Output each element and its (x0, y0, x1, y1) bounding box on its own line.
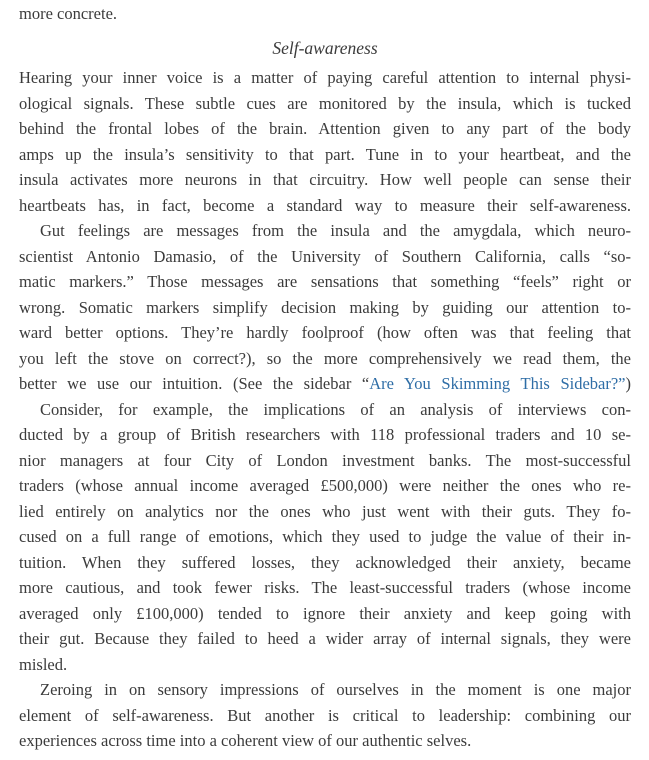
text-segment: element of self-awareness. But another is critical to leadership: combining our (19, 705, 631, 725)
text-segment: Zeroing in on sensory impressions of ourselves in the moment is one major (40, 680, 631, 699)
text-segment: amps up the insula’s sensitivity to that part. Tune in to your heartbeat, and the (19, 144, 631, 164)
text-line (19, 320, 631, 346)
text-segment: Gut feelings are messages from the insula and the amygdala, which neuro- (40, 221, 631, 240)
text-segment: matic markers.” Those messages are sensations that something “feels” right or (19, 272, 631, 291)
text-segment: insula activates more neurons in that circuitry. How well people can sense their (19, 170, 631, 189)
text-segment: ward better options. They’re hardly foolproof (how often was that feeling that (19, 323, 631, 342)
text-segment: nior managers at four City of London investment banks. The most-successful (19, 450, 631, 470)
text-segment: cused on a full range of emotions, which they used to judge the value of their in- (19, 527, 631, 546)
text-line (19, 422, 631, 448)
text-segment: heartbeats has, in fact, become a standard way to measure their self-awareness. (19, 195, 631, 215)
text-line (19, 448, 631, 474)
text-line (19, 677, 631, 703)
text-line (19, 91, 631, 117)
section-heading: Self-awareness (272, 37, 378, 58)
text-segment: misled. (19, 654, 68, 674)
text-line (19, 167, 631, 193)
text-line (19, 193, 631, 219)
text-line (19, 269, 631, 295)
text-line (19, 218, 631, 244)
text-segment: lied entirely on analytics nor the ones who just went with their guts. They fo- (19, 501, 631, 521)
text-segment: ducted by a group of British researchers with 118 professional traders and 10 se- (19, 425, 631, 444)
text-segment: their gut. Because they failed to heed a wider array of internal signals, they were (19, 629, 631, 648)
text-line (19, 244, 631, 270)
text-segment: you left the stove on correct?), so the more comprehensively we read them, the (19, 348, 631, 368)
text-line (19, 295, 631, 321)
text-segment: scientist Antonio Damasio, of the University of Southern California, calls “so- (19, 246, 631, 266)
sidebar-link[interactable]: Are You Skimming This Sidebar?” (369, 374, 626, 393)
text-line (19, 550, 631, 576)
text-line (19, 397, 631, 423)
text-segment: wrong. Somatic markers simplify decision making by guiding our attention to- (19, 297, 631, 317)
paragraph (19, 65, 631, 218)
text-line (19, 703, 631, 729)
text-segment: ) (625, 374, 631, 393)
text-segment: averaged only £100,000) tended to ignore their anxiety and keep going with (19, 603, 631, 623)
text-segment: Hearing your inner voice is a matter of paying careful attention to internal physi- (19, 68, 631, 87)
text-line (19, 65, 631, 91)
paragraph (19, 677, 631, 754)
paragraph (19, 218, 631, 397)
text-line (19, 473, 631, 499)
text-line (19, 626, 631, 652)
body-text (19, 65, 631, 754)
text-line (19, 142, 631, 168)
text-line (19, 499, 631, 525)
text-segment: ological signals. These subtle cues are monitored by the insula, which is tucked (19, 93, 631, 113)
text-segment: experiences across time into a coherent view of our authentic selves. (19, 731, 472, 750)
paragraph-fragment: more concrete. (19, 4, 118, 23)
text-line (19, 346, 631, 372)
text-line (19, 652, 631, 678)
text-segment: Consider, for example, the implications of an analysis of interviews con- (40, 399, 631, 419)
text-segment: better we use our intuition. (See the sidebar “ (19, 374, 370, 393)
text-line (19, 524, 631, 550)
text-line (19, 116, 631, 142)
text-line (19, 371, 631, 397)
text-line (19, 728, 631, 754)
text-segment: tuition. When they suffered losses, they acknowledged their anxiety, became (19, 552, 631, 572)
text-segment: traders (whose annual income averaged £500,000) were neither the ones who re- (19, 476, 631, 495)
text-segment: more cautious, and took fewer risks. The least-successful traders (whose income (19, 578, 631, 597)
text-line (19, 575, 631, 601)
text-segment: behind the frontal lobes of the brain. Attention given to any part of the body (19, 119, 631, 138)
text-line (19, 601, 631, 627)
paragraph (19, 397, 631, 678)
